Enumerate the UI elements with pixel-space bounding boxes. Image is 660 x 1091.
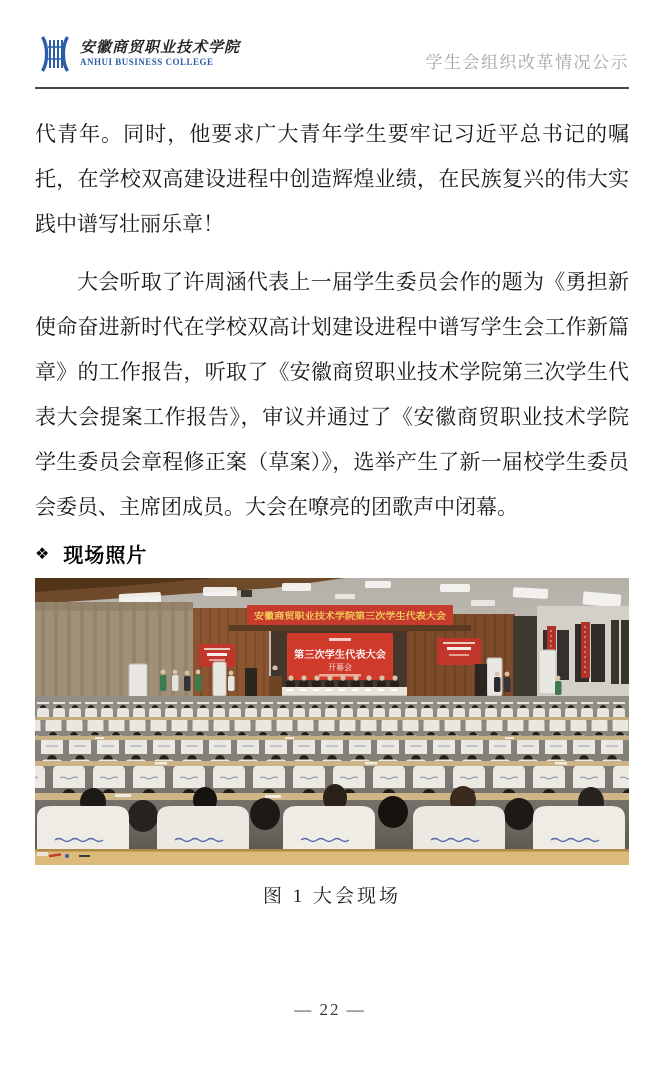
header-divider: [35, 87, 629, 89]
page-header: [37, 34, 629, 74]
conference-photo-illustration: [35, 578, 629, 865]
college-name-zh: 安徽商贸职业技术学院: [80, 39, 241, 56]
body-paragraph-1: 代青年。同时，他要求广大青年学生要牢记习近平总书记的嘱托，在学校双高建设进程中创造辉煌业绩，在民族复兴的伟大实践中谱写壮丽乐章！: [35, 122, 629, 236]
section-heading-label: 现场照片: [63, 544, 148, 567]
photo-screen-title: 第三次学生代表大会: [294, 650, 384, 661]
page-footer: [0, 1000, 660, 1020]
photo-figure: [35, 578, 629, 908]
conference-photo: [35, 578, 629, 865]
college-logo: [37, 34, 240, 74]
college-name-en: ANHUI BUSINESS COLLEGE: [80, 57, 214, 68]
document-body: [35, 112, 629, 908]
college-logo-icon: [37, 34, 73, 74]
header-doc-title: 学生会组织改革情况公示: [425, 53, 629, 72]
body-paragraph-2: 大会听取了许周涵代表上一届学生委员会作的题为《勇担新使命奋进新时代在学校双高计划建设进程中谱写学生会工作新篇章》的工作报告，听取了《安徽商贸职业技术学院第三次学生代表大会提案工作报告》，审议并通过了《安徽商贸职业技术学院学生委员会章程修正案（草案）》，选举产生了新一届校学生委员会委员、主席团成员。大会在嘹亮的团歌声中闭幕。: [35, 270, 629, 519]
section-heading: [35, 536, 629, 570]
photo-caption: 图 1 大会现场: [262, 886, 401, 907]
diamond-bullet-icon: ❖: [35, 546, 51, 563]
photo-banner-text: 安徽商贸职业技术学院第三次学生代表大会: [254, 611, 426, 621]
photo-screen-subtitle: 开幕会: [328, 663, 352, 672]
page-number: — 22 —: [294, 1000, 366, 1019]
college-logo-text: [80, 40, 240, 68]
